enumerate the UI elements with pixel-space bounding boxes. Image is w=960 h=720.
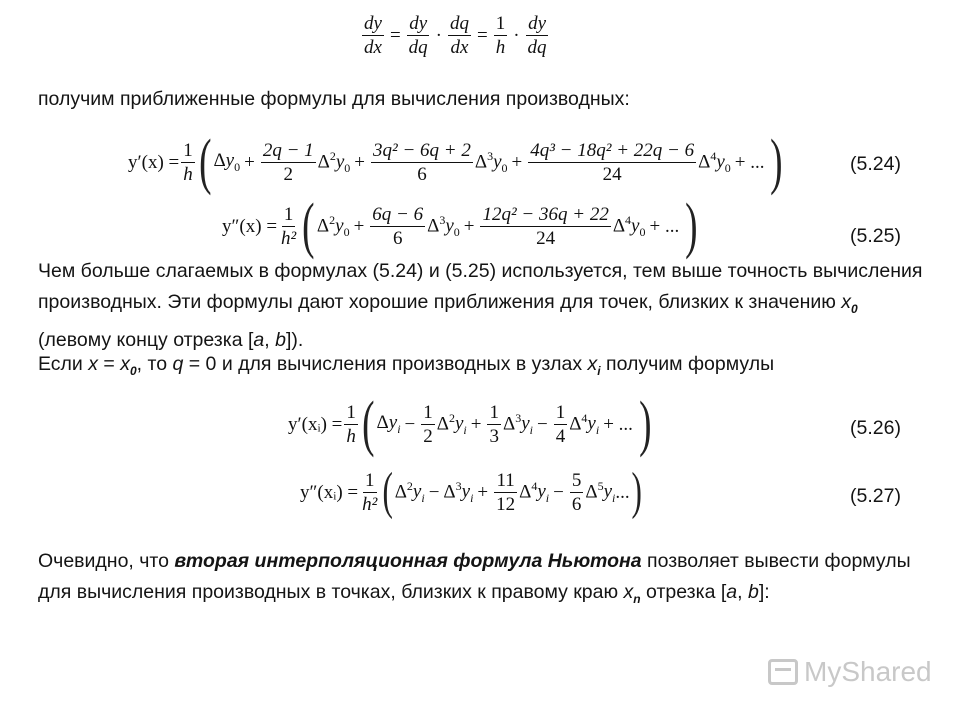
frac-num: 3q² − 6q + 2 bbox=[373, 139, 471, 161]
equation-number-5-25: (5.25) bbox=[850, 225, 901, 247]
frac-1-h bbox=[344, 403, 358, 446]
term-dy0: $\Delta y_0$ bbox=[213, 150, 241, 174]
frac-num: 12q² − 36q + 22 bbox=[482, 203, 609, 225]
frac-num: 4q³ − 18q² + 22q − 6 bbox=[530, 139, 695, 161]
coef-4 bbox=[554, 403, 568, 446]
frac-num: 1 bbox=[346, 401, 356, 423]
frac-num: 6q − 6 bbox=[372, 203, 424, 225]
plus-sign: + bbox=[470, 413, 482, 435]
frac-num: 5 bbox=[571, 469, 582, 491]
var-xi: x bbox=[587, 353, 598, 375]
paragraph-2 bbox=[38, 349, 928, 387]
dot-operator: · bbox=[435, 25, 442, 46]
var-x: x bbox=[88, 353, 98, 375]
frac-den: 4 bbox=[555, 425, 566, 447]
term-d2y0: $\Delta^2y_0$ bbox=[316, 212, 350, 240]
term-d4y0: $\Delta^4y_0$ bbox=[698, 148, 731, 176]
watermark-text: MyShared bbox=[804, 656, 932, 687]
subscript: 0 bbox=[129, 363, 137, 378]
term-dyi: $\Delta y_i$ bbox=[376, 412, 401, 436]
frac-den: 12 bbox=[496, 493, 516, 515]
frac-den: 6 bbox=[392, 227, 403, 249]
frac-dy-dq bbox=[407, 14, 430, 57]
frac-dy-dx bbox=[362, 14, 384, 57]
frac-num: 2q − 1 bbox=[262, 139, 314, 161]
frac-den: h bbox=[346, 425, 356, 447]
subscript: n bbox=[633, 591, 641, 606]
frac-1-h bbox=[494, 14, 508, 57]
right-paren: ) bbox=[770, 128, 783, 196]
frac-den: h² bbox=[362, 493, 378, 515]
frac-1-h2 bbox=[279, 205, 298, 248]
frac-den: 24 bbox=[602, 163, 622, 185]
coef-4 bbox=[528, 141, 696, 184]
term-d2yi: $\Delta^2y_i$ bbox=[436, 410, 467, 438]
var-b: b bbox=[747, 581, 759, 603]
subscript: 0 bbox=[851, 301, 858, 316]
term-d2y0: $\Delta^2y_0$ bbox=[317, 148, 351, 176]
formula-tail: + ... bbox=[603, 413, 633, 435]
text-run: , то bbox=[136, 353, 173, 375]
right-paren: ) bbox=[639, 390, 652, 458]
formula-dy-dx bbox=[360, 14, 551, 57]
plus-sign: + bbox=[353, 215, 365, 237]
plus-sign: + bbox=[463, 215, 475, 237]
frac-den: 6 bbox=[417, 163, 427, 185]
text-run: получим формулы bbox=[600, 353, 775, 375]
text-run: , bbox=[264, 328, 276, 351]
formula-lhs: y′(xᵢ) = bbox=[288, 413, 343, 435]
minus-sign: − bbox=[428, 481, 440, 503]
term-d4yi: $\Delta^4y_i$ bbox=[519, 478, 550, 506]
watermark-logo bbox=[768, 656, 932, 688]
frac-num: 1 bbox=[489, 401, 499, 423]
frac-den: 2 bbox=[423, 425, 433, 447]
term-d3y0: $\Delta^3y_0$ bbox=[427, 212, 460, 240]
formula-lhs: y″(x) = bbox=[222, 215, 278, 237]
plus-sign: + bbox=[477, 481, 489, 503]
text-run: = 0 и для вычисления производных в узлах bbox=[183, 353, 588, 375]
frac-num: 11 bbox=[496, 469, 515, 491]
coef-2 bbox=[421, 403, 435, 446]
frac-num: dq bbox=[449, 13, 469, 34]
plus-sign: + bbox=[354, 151, 366, 173]
frac-den: dx bbox=[364, 37, 382, 58]
left-paren: ( bbox=[198, 128, 212, 196]
frac-num: 1 bbox=[365, 469, 375, 491]
plus-sign: + bbox=[511, 151, 523, 173]
frac-dy-dq-2 bbox=[526, 14, 549, 57]
formula-tail: + ... bbox=[649, 215, 680, 237]
formula-5-25 bbox=[222, 194, 700, 258]
frac-den: 3 bbox=[489, 425, 499, 447]
term-d2yi: $\Delta^2y_i$ bbox=[394, 478, 425, 506]
text-run: отрезка [ bbox=[640, 581, 727, 603]
left-paren: ( bbox=[362, 390, 375, 458]
frac-den: h bbox=[495, 37, 506, 58]
right-paren: ) bbox=[631, 463, 642, 520]
equation-number-5-24: (5.24) bbox=[850, 153, 901, 175]
coef-4 bbox=[480, 205, 610, 248]
frac-num: dy bbox=[528, 13, 546, 34]
equation-number-5-27: (5.27) bbox=[850, 485, 901, 507]
frac-num: 1 bbox=[495, 13, 506, 34]
presentation-icon bbox=[768, 659, 798, 685]
var-b: b bbox=[275, 328, 286, 351]
equation-number-5-26: (5.26) bbox=[850, 417, 901, 439]
frac-num: dy bbox=[364, 13, 382, 34]
text-run: (левому концу отрезка [ bbox=[38, 328, 254, 351]
var-x: x bbox=[841, 291, 852, 313]
text-run: , bbox=[737, 581, 748, 603]
coef-5 bbox=[570, 471, 584, 514]
equals-sign: = bbox=[476, 25, 488, 46]
formula-5-27 bbox=[300, 462, 643, 522]
frac-den: h bbox=[183, 163, 193, 185]
term-d3yi: $\Delta^3y_i$ bbox=[443, 478, 474, 506]
frac-den: 2 bbox=[283, 163, 293, 185]
intro-text: получим приближенные формулы для вычисления производных: bbox=[38, 88, 630, 110]
var-a: a bbox=[726, 581, 738, 603]
formula-5-26 bbox=[288, 392, 654, 456]
minus-sign: − bbox=[553, 481, 564, 503]
frac-num: 1 bbox=[555, 401, 566, 423]
term-d3yi: $\Delta^3y_i$ bbox=[502, 410, 533, 438]
frac-num: 1 bbox=[283, 203, 294, 225]
var-x0: x bbox=[120, 353, 130, 375]
term-d5yi: $\Delta^5y_i$ bbox=[585, 478, 616, 506]
frac-num: 1 bbox=[423, 401, 433, 423]
var-a: a bbox=[253, 328, 265, 351]
frac-den: 6 bbox=[571, 493, 582, 515]
paragraph-1 bbox=[38, 256, 928, 356]
plus-sign: + bbox=[244, 151, 255, 173]
left-paren: ( bbox=[382, 463, 394, 520]
bold-term: вторая интерполяционная формула Ньютона bbox=[174, 550, 642, 572]
frac-den: dq bbox=[408, 37, 428, 58]
text-run: Очевидно, что bbox=[38, 550, 175, 572]
dot-operator: · bbox=[513, 25, 520, 46]
formula-tail: + ... bbox=[734, 151, 765, 173]
frac-dq-dx bbox=[448, 14, 471, 57]
coef-3 bbox=[370, 205, 425, 248]
frac-den: dq bbox=[527, 37, 547, 58]
paragraph-3 bbox=[38, 546, 928, 615]
var-xn: x bbox=[623, 581, 634, 603]
minus-sign: − bbox=[536, 413, 548, 435]
right-paren: ) bbox=[685, 192, 698, 260]
frac-den: dx bbox=[450, 37, 469, 58]
text-run: Если bbox=[38, 353, 89, 375]
formula-lhs: y″(xᵢ) = bbox=[300, 481, 359, 503]
formula-tail: ... bbox=[615, 481, 630, 503]
minus-sign: − bbox=[404, 413, 416, 435]
equals-sign: = bbox=[389, 25, 401, 46]
frac-den: 24 bbox=[536, 227, 556, 249]
text-run: ]: bbox=[758, 581, 770, 603]
text-run: = bbox=[97, 353, 121, 375]
frac-1-h bbox=[181, 141, 195, 184]
formula-lhs: y′(x) = bbox=[128, 151, 180, 173]
left-paren: ( bbox=[302, 192, 315, 260]
frac-den: h² bbox=[281, 227, 297, 249]
coef-2 bbox=[261, 141, 316, 184]
coef-3 bbox=[371, 141, 473, 184]
coef-3 bbox=[487, 403, 501, 446]
subscript: i bbox=[597, 363, 601, 378]
term-d3y0: $\Delta^3y_0$ bbox=[474, 148, 508, 176]
text-run: позволяет вывести формулы для вычисления производных в точках, близких к правому краю bbox=[38, 550, 911, 603]
var-q: q bbox=[172, 353, 184, 375]
text-run: ]). bbox=[285, 328, 304, 351]
formula-5-24 bbox=[128, 130, 785, 194]
frac-1-h2 bbox=[360, 471, 379, 514]
frac-num: dy bbox=[409, 13, 428, 34]
term-d4y0: $\Delta^4y_0$ bbox=[612, 212, 646, 240]
frac-num: 1 bbox=[183, 139, 193, 161]
term-d4yi: $\Delta^4y_i$ bbox=[569, 410, 600, 438]
text-run: Чем больше слагаемых в формулах (5.24) и (5.25) используется, тем выше точность вычисления производных. Эти формулы дают хорошие приближения для точек, близких к значению bbox=[38, 260, 923, 313]
coef-4 bbox=[494, 471, 517, 514]
